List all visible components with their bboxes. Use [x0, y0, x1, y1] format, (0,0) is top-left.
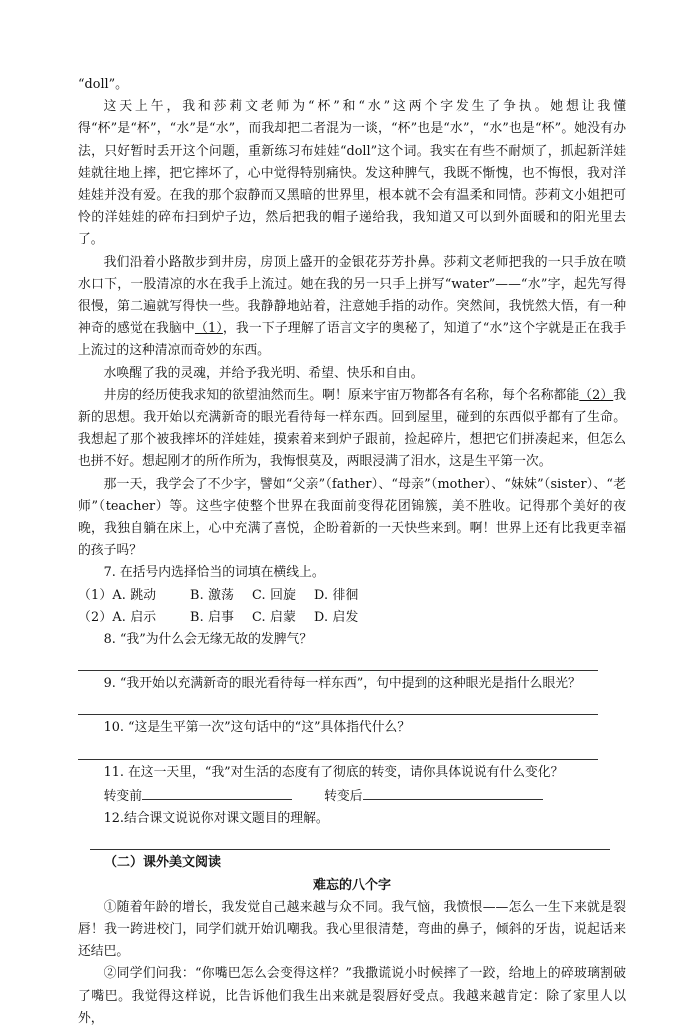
blank-1: （1） [194, 321, 223, 337]
q7-1-option-a: （1）A. 跳动 [78, 587, 157, 603]
question-10: 10. “这是生平第一次”这句话中的“这”具体指代什么？ [103, 720, 411, 736]
passage-paragraph-5: 那一天，我学会了不少字，譬如“父亲”（father）、“母亲”（mother）、“妹妹”（sister）、“老师”（teacher）等。这些字使整个世界在我面前变得花团锦簇，美不胜收。记得那个美好的夜晚，我独自躺在床上，心中充满了喜悦，企盼着新的一天快些来到。啊！世界上还有比我更幸福的孩子吗？ [78, 476, 626, 559]
passage-paragraph-2 [78, 252, 626, 363]
answer-line-12[interactable] [90, 830, 610, 850]
q7-2-option-b: B. 启事 [190, 609, 235, 625]
article-paragraph-2: ②同学们问我：“你嘴巴怎么会变得这样？”我撒谎说小时候摔了一跤，给地上的碎玻璃割破了嘴巴。我觉得这样说，比告诉他们我生出来就是裂唇好受点。我越来越肯定：除了家里人以外， [78, 966, 626, 1026]
passage-line-0: “doll”。 [78, 77, 128, 92]
passage-paragraph-4a: 井房的经历使我求知的欲望油然而生。啊！原来宇宙万物都各有名称，每个名称都能 [103, 387, 580, 403]
q7-1-option-b: B. 激荡 [190, 587, 235, 603]
passage-paragraph-4 [78, 385, 626, 474]
question-9: 9. “我开始以充满新奇的眼光看待每一样东西”，句中提到的这种眼光是指什么眼光？ [103, 676, 581, 692]
passage-paragraph-2a: 我们沿着小路散步到井房，房顶上盛开的金银花芬芳扑鼻。莎莉文老师把我的一只手放在喷水口下，一股清凉的水在我手上流过。她在我的另一只手上拼写“water”——“水”字，起先写得很慢，第二遍就写得快一些。我静静地站着，注意她手指的动作。突然间，我恍然大悟，有一种神奇的感觉在我脑中 [78, 254, 626, 337]
question-7: 7. 在括号内选择恰当的词填在横线上。 [103, 565, 325, 581]
article-paragraph-1: ①随着年龄的增长，我发觉自己越来越与众不同。我气恼，我愤恨——怎么一生下来就是裂唇！我一跨进校门，同学们就开始讥嘲我。我心里很清楚，弯曲的鼻子，倾斜的牙齿，说起话来还结巴。 [78, 899, 626, 960]
question-11-answers [78, 784, 626, 808]
question-12: 12.结合课文说说你对课文题目的理解。 [103, 811, 329, 827]
blank-2: （2） [579, 387, 614, 403]
passage-paragraph-1: 这天上午，我和莎莉文老师为“杯”和“水”这两个字发生了争执。她想让我懂得“杯”是“杯”，“水”是“水”，而我却把二者混为一谈，“杯”也是“水”，“水”也是“杯”。她没有办法，只好暂时丢开这个问题，重新练习布娃娃“doll”这个词。我实在有些不耐烦了，抓起新洋娃娃就往地上摔，把它摔坏了，心中觉得特别痛快。发这种脾气，我既不惭愧，也不悔恨，我对洋娃娃并没有爱。在我的那个寂静而又黑暗的世界里，根本就不会有温柔和同情。莎莉文小姐把可怜的洋娃娃的碎布扫到炉子边，然后把我的帽子递给我，我知道又可以到外面暖和的阳光里去了。 [78, 99, 626, 248]
q7-2-option-a: （2）A. 启示 [78, 609, 157, 625]
passage-paragraph-3: 水唤醒了我的灵魂，并给予我光明、希望、快乐和自由。 [103, 365, 424, 381]
q7-1-option-d: D. 徘徊 [314, 587, 359, 603]
question-8: 8. “我”为什么会无缘无故的发脾气？ [103, 632, 313, 648]
section-2-heading: （二）课外美文阅读 [104, 855, 222, 871]
q11-before-blank[interactable] [142, 784, 292, 800]
question-11: 11. 在这一天里，“我”对生活的态度有了彻底的转变，请你具体说说有什么变化？ [103, 764, 564, 780]
answer-line-9[interactable] [78, 695, 598, 715]
passage-paragraph-2b: ，我一下子理解了语言文字的奥秘了，知道了“水”这个字就是正在我手上流过的这种清凉而奇妙的东西。 [78, 321, 626, 359]
question-7-options-2 [78, 607, 626, 629]
answer-line-10[interactable] [78, 740, 598, 760]
q11-after-label: 转变后 [324, 788, 363, 804]
document-page [78, 74, 626, 1030]
q7-2-option-d: D. 启发 [314, 609, 359, 625]
q11-before-label: 转变前 [103, 788, 142, 804]
passage-paragraph-4b: 我新的思想。我开始以充满新奇的眼光看待每一样东西。回到屋里，碰到的东西似乎都有了生命。我想起了那个被我摔坏的洋娃娃，摸索着来到炉子跟前，捡起碎片，想把它们拼凑起来，但怎么也拼不好。想起刚才的所作所为，我悔恨莫及，两眼浸满了泪水，这是生平第一次。 [78, 387, 626, 470]
q7-1-option-c: C. 回旋 [252, 587, 297, 603]
answer-line-8[interactable] [78, 651, 598, 671]
q11-after-blank[interactable] [363, 784, 543, 800]
question-7-options-1 [78, 585, 626, 607]
article-title: 难忘的八个字 [312, 877, 391, 893]
q7-2-option-c: C. 启蒙 [252, 609, 297, 625]
